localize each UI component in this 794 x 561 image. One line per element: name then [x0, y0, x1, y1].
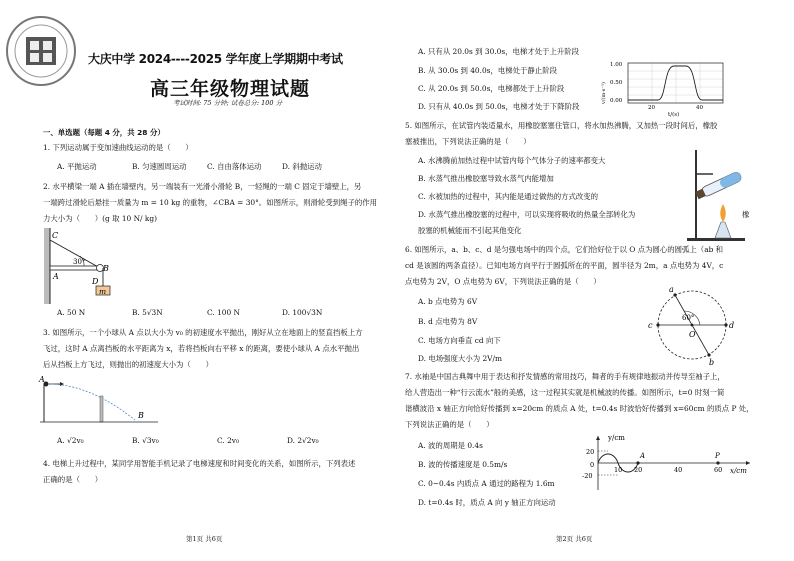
- q2-option-b[interactable]: B. 5√3N: [132, 308, 163, 317]
- q6-option-a[interactable]: A. b 点电势为 6V: [418, 297, 478, 306]
- label-m: m: [99, 287, 107, 296]
- label-a: A: [53, 272, 59, 281]
- beam: [50, 266, 98, 270]
- q3-option-a[interactable]: A. √2v₀: [57, 436, 84, 445]
- q7-wave-graph: [578, 432, 758, 494]
- xtick-1: 20: [648, 105, 655, 111]
- page-footer-left: 第1页 共6页: [186, 535, 223, 543]
- q6-option-b[interactable]: B. d 点电势为 8V: [418, 317, 478, 326]
- q3-line-2: 飞过，这时 A 点离挡板的水平距离为 x，若将挡板向右平移 x 的距离，要使小球从 A 点水平抛出: [43, 344, 360, 353]
- ytick-1: 20: [586, 448, 595, 456]
- xtick-2: 40: [696, 105, 703, 111]
- wall: [44, 228, 50, 304]
- q7-line-4: 下列说法正确的是（ ）: [405, 420, 494, 429]
- label-a: A: [39, 375, 45, 384]
- q3-figure: [40, 376, 160, 426]
- point-a: [636, 461, 639, 464]
- school-seal-logo: [5, 15, 77, 87]
- q1-option-a[interactable]: A. 平抛运动: [57, 162, 97, 171]
- exam-meta: 考试时间: 75 分钟; 试卷总分: 100 分: [173, 99, 283, 107]
- x-axis-label: t/(s): [668, 112, 680, 118]
- label-c: c: [648, 321, 653, 330]
- q1-option-d[interactable]: D. 斜抛运动: [282, 162, 322, 171]
- label-d: d: [729, 321, 735, 330]
- y-axis-label: y/cm: [608, 434, 625, 442]
- q3-option-c[interactable]: C. 2v₀: [217, 436, 239, 445]
- q2-option-c[interactable]: C. 100 N: [207, 308, 241, 317]
- ytick-2: 0.50: [610, 80, 623, 86]
- xtick-3: 40: [674, 466, 683, 474]
- q4-velocity-graph: [598, 58, 730, 118]
- q6-option-d[interactable]: D. 电场强度大小为 2V/m: [418, 354, 502, 363]
- q3-line-3: 后从挡板上方飞过，则抛出的初速度大小为（ ）: [43, 360, 213, 369]
- q6-line-3: 点电势为 2V，O 点电势为 6V，下列说法正确的是（ ）: [405, 277, 601, 286]
- flame: [720, 204, 725, 222]
- label-a: a: [669, 285, 674, 294]
- alcohol-lamp: [715, 222, 731, 238]
- q6-line-1: 6. 如图所示，a、b、c、d 是匀强电场中的四个点，它们恰好位于以 O 点为圆心的圆弧上（ab 和: [405, 245, 724, 254]
- ytick-3: 0.00: [610, 98, 623, 104]
- label-b: B: [138, 411, 144, 420]
- ytick-3: -20: [582, 472, 593, 480]
- q5-option-a[interactable]: A. 水沸腾前加热过程中试管内每个气体分子的速率都变大: [418, 156, 606, 165]
- label-a: A: [640, 452, 646, 460]
- q7-option-b[interactable]: B. 波的传播速度是 0.5m/s: [418, 460, 508, 469]
- point-p: [716, 461, 719, 464]
- q6-option-c[interactable]: C. 电场方向垂直 cd 向下: [418, 336, 501, 345]
- section-heading: 一、单选题（每题 4 分，共 28 分）: [43, 128, 165, 137]
- seal-icon: [5, 15, 77, 87]
- q4-line-2: 正确的是（ ）: [43, 475, 103, 484]
- q3-option-d[interactable]: D. 2√2v₀: [287, 436, 319, 445]
- q6-line-2: cd 是该圆的两条直径）。已知电场方向平行于圆弧所在的平面，圆半径为 2m，a 点电势为 4V，c: [405, 261, 724, 270]
- q5-test-tube-figure: [665, 146, 755, 242]
- q4-option-a[interactable]: A. 只有从 20.0s 到 30.0s，电梯才处于上升阶段: [418, 47, 580, 56]
- q3-line-1: 3. 如图所示，一个小球从 A 点以大小为 v₀ 的初速度水平抛出，刚好从立在地面上的竖直挡板上方: [43, 328, 363, 337]
- label-c: C: [52, 231, 59, 240]
- q4-option-d[interactable]: D. 只有从 40.0s 到 50.0s，电梯才处于下降阶段: [418, 102, 580, 111]
- q3-option-b[interactable]: B. √3v₀: [132, 436, 159, 445]
- q1-option-c[interactable]: C. 自由落体运动: [207, 162, 262, 171]
- label-d: D: [92, 277, 99, 286]
- q2-option-d[interactable]: D. 100√3N: [282, 308, 323, 317]
- q5-option-d[interactable]: D. 水蒸气推出橡胶塞的过程中，可以实现将吸收的热量全部转化为: [418, 210, 636, 219]
- q4-option-c[interactable]: C. 从 20.0s 到 50.0s，电梯都处于上升阶段: [418, 84, 565, 93]
- label-p: P: [715, 452, 720, 460]
- x-axis-label: x/cm: [730, 467, 747, 475]
- q7-line-1: 7. 水袖是中国古典舞中用于表达和抒发情感的常用技巧，舞者的手有规律地振动并传导至袖子上，: [405, 372, 725, 381]
- barrier: [100, 396, 103, 422]
- q2-option-a[interactable]: A. 50 N: [57, 308, 86, 317]
- angle-label: 30°: [73, 258, 86, 266]
- exam-title: 高三年级物理试题: [150, 78, 311, 100]
- q7-line-3: 谐横波沿 x 轴正方向恰好传播到 x=20cm 的质点 A 处，t=0.4s 时波恰好传播到 x=60cm 的质点 P 处，: [405, 404, 754, 413]
- q2-line-3: 力大小为（ ）(g 取 10 N/ kg): [43, 214, 157, 223]
- q7-line-2: 给人营造出一种“行云流水”般的美感，这一过程其实就是机械波的传播。如图所示，t=0 时刻一简: [405, 388, 725, 397]
- label-o: O: [689, 330, 696, 339]
- xtick-2: 20: [634, 466, 643, 474]
- q5-option-c[interactable]: C. 水被加热的过程中，其内能是通过做热的方式改变的: [418, 192, 599, 201]
- label-b: b: [709, 358, 715, 367]
- q1-stem: 1. 下列运动属于变加速曲线运动的是（ ）: [43, 143, 193, 152]
- q7-option-c[interactable]: C. 0~0.4s 内质点 A 通过的路程为 1.6m: [418, 479, 555, 488]
- q7-option-d[interactable]: D. t=0.4s 时，质点 A 向 y 轴正方向运动: [418, 498, 556, 507]
- school-exam-line: 大庆中学 2024----2025 学年度上学期期中考试: [88, 52, 343, 66]
- q5-option-d-tail: 橡: [742, 210, 750, 219]
- q2-line-1: 2. 水平横梁一端 A 插在墙壁内，另一端装有一光滑小滑轮 B，一轻绳的一端 C 固定于墙壁上，另: [43, 182, 362, 191]
- q2-line-2: 一端跨过滑轮后悬挂一质量为 m = 10 kg 的重物，∠CBA = 30°。如图所示，则滑轮受到绳子的作用: [43, 198, 378, 207]
- q6-circle-figure: [645, 282, 740, 368]
- page-footer-right: 第2页 共6页: [556, 535, 593, 543]
- xtick-4: 60: [714, 466, 723, 474]
- q5-option-b[interactable]: B. 水蒸气推出橡胶塞导致水蒸气内能增加: [418, 174, 554, 183]
- angle-label: 60°: [682, 314, 695, 322]
- q1-option-b[interactable]: B. 匀速圆周运动: [132, 162, 187, 171]
- ytick-1: 1.00: [610, 62, 623, 68]
- q5-line-1: 5. 如图所示，在试管内装适量水，用橡胶塞塞住管口，将水加热沸腾，又加热一段时间后，橡胶: [405, 121, 718, 130]
- q4-line-1: 4. 电梯上升过程中，某同学用智能手机记录了电梯速度和时间变化的关系，如图所示，下列表述: [43, 459, 356, 468]
- y-axis-label: v/(m·s⁻¹): [601, 82, 607, 104]
- ytick-2: 0: [590, 461, 595, 469]
- q4-option-b[interactable]: B. 从 30.0s 到 40.0s，电梯处于静止阶段: [418, 66, 557, 75]
- q5-option-d-cont: 胶塞的机械能而不引起其他变化: [418, 226, 522, 235]
- q2-figure: [40, 226, 120, 306]
- trajectory: [48, 384, 135, 420]
- label-b: B: [103, 264, 109, 273]
- xtick-1: 10: [614, 466, 623, 474]
- q5-line-2: 塞被推出，下列说法正确的是（ ）: [405, 137, 531, 146]
- q7-option-a[interactable]: A. 波的周期是 0.4s: [418, 441, 483, 450]
